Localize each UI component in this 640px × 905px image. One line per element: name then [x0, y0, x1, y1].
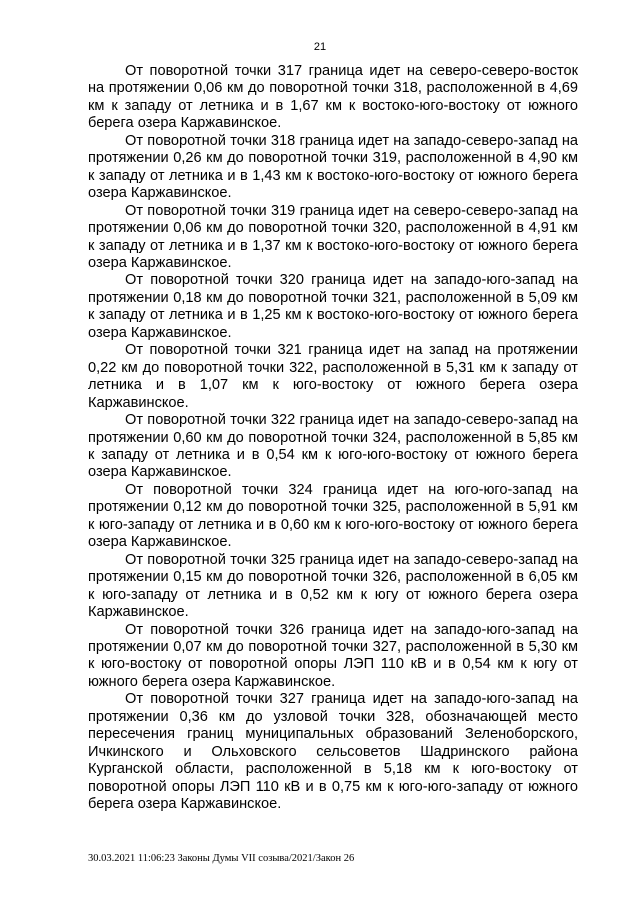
paragraph: От поворотной точки 325 граница идет на западо-северо-запад на протяжении 0,15 км до поворотной точки 326, расположенной в 6,05 км к юго-западу от летника и в 0,52 км к югу от южного берега озера Каржавинское.: [88, 551, 578, 621]
page-number: 21: [313, 41, 327, 53]
paragraph: От поворотной точки 321 граница идет на запад на протяжении 0,22 км до поворотной точки 322, расположенной в 5,31 км к западу от летника и в 1,07 км к юго-востоку от южного берега озера Каржавинское.: [88, 342, 578, 411]
paragraph: От поворотной точки 318 граница идет на западо-северо-запад на протяжении 0,26 км до поворотной точки 319, расположенной в 4,90 км к западу от летника и в 1,43 км к востоко-юго-востоку от южного берега озера Каржавинское.: [88, 132, 578, 202]
paragraph: От поворотной точки 319 граница идет на северо-северо-запад на протяжении 0,06 км до поворотной точки 320, расположенной в 4,91 км к западу от летника и в 1,37 км к востоко-юго-востоку от южного берега озера Каржавинское.: [88, 202, 578, 271]
document-body: [88, 63, 578, 813]
paragraph: От поворотной точки 327 граница идет на западо-юго-запад на протяжении 0,36 км до узловой точки 328, обозначающей место пересечения границ муниципальных образований Зеленоборского, Ичкинского и Ольховского сельсоветов Шадринского района Курганской области, расположенной в 5,18 км к юго-востоку от поворотной опоры ЛЭП 110 кВ и в 0,75 км к юго-юго-западу от южного берега озера Каржавинское.: [88, 691, 578, 813]
paragraph: От поворотной точки 324 граница идет на юго-юго-запад на протяжении 0,12 км до поворотной точки 325, расположенной в 5,91 км к юго-западу от летника и в 0,60 км к юго-юго-востоку от южного берега озера Каржавинское.: [88, 481, 578, 551]
paragraph: От поворотной точки 317 граница идет на северо-северо-восток на протяжении 0,06 км до поворотной точки 318, расположенной в 4,69 км к западу от летника и в 1,67 км к востоко-юго-востоку от южного берега озера Каржавинское.: [88, 63, 578, 132]
paragraph: От поворотной точки 320 граница идет на западо-юго-запад на протяжении 0,18 км до поворотной точки 321, расположенной в 5,09 км к западу от летника и в 1,25 км к востоко-юго-востоку от южного берега озера Каржавинское.: [88, 272, 578, 341]
footer-stamp: 30.03.2021 11:06:23 Законы Думы VII созыва/2021/Закон 26: [88, 853, 355, 864]
paragraph: От поворотной точки 322 граница идет на западо-северо-запад на протяжении 0,60 км до поворотной точки 324, расположенной в 5,85 км к западу от летника и в 0,54 км к юго-юго-востоку от южного берега озера Каржавинское.: [88, 412, 578, 481]
paragraph: От поворотной точки 326 граница идет на западо-юго-запад на протяжении 0,07 км до поворотной точки 327, расположенной в 5,30 км к юго-востоку от поворотной опоры ЛЭП 110 кВ и в 0,54 км к югу от южного берега озера Каржавинское.: [88, 621, 578, 690]
